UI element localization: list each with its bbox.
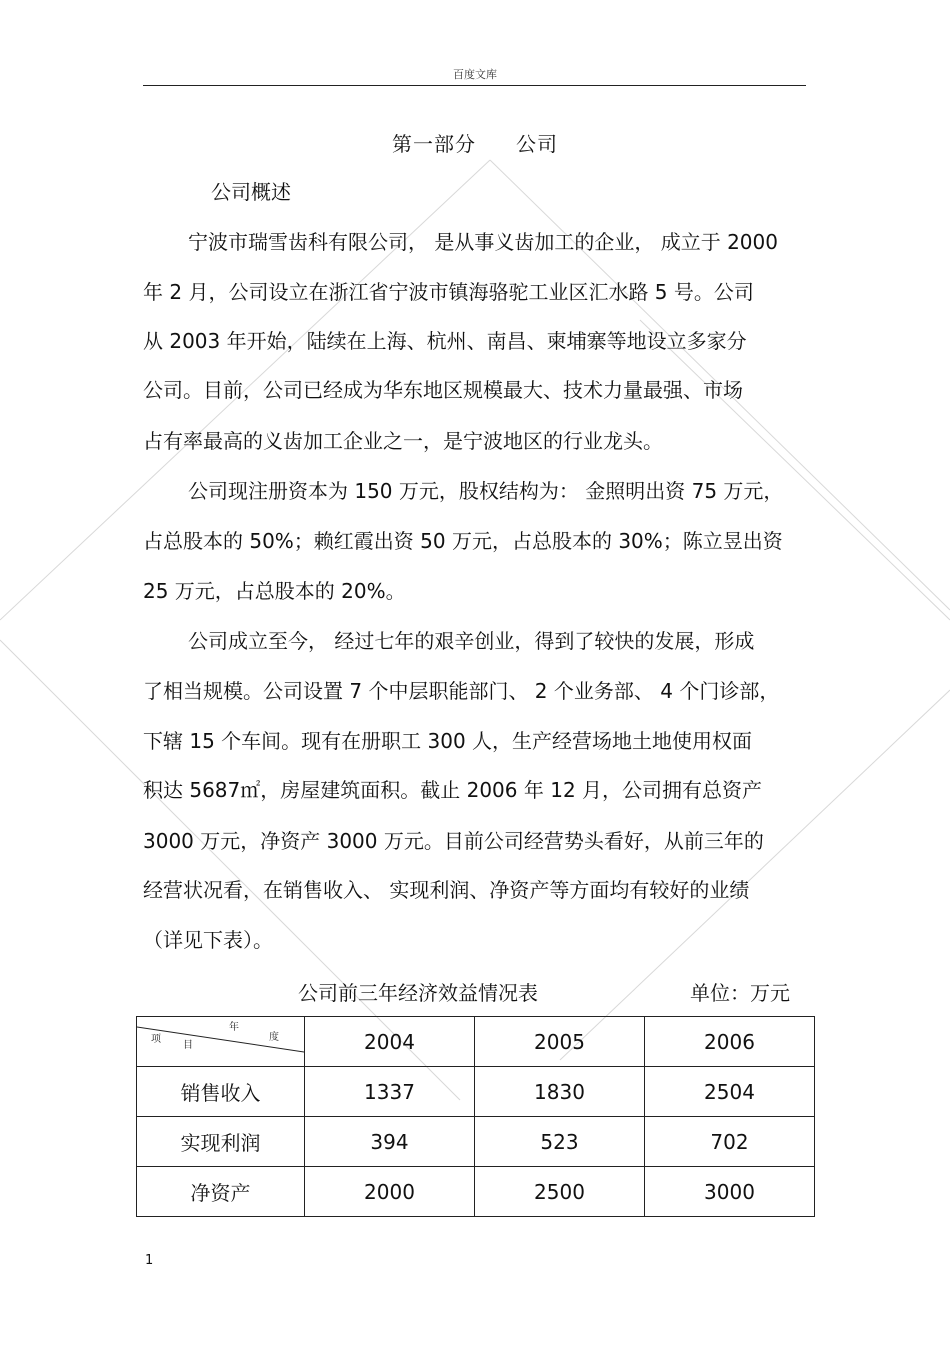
paragraph-line: 了相当规模。公司设置 7 个中层职能部门、 2 个业务部、 4 个门诊部， [143,679,780,703]
table-cell: 702 [645,1117,815,1167]
paragraph-line: 经营状况看，在销售收入、 实现利润、净资产等方面均有较好的业绩 [143,878,750,902]
table-cell: 3000 [645,1167,815,1217]
table-row [137,1067,815,1117]
header-divider [143,85,806,86]
table-cell: 1830 [475,1067,645,1117]
economic-benefits-table [136,1016,815,1217]
corner-label: 目 [183,1040,193,1051]
paragraph-line: 积达 5687㎡，房屋建筑面积。截止 2006 年 12 月，公司拥有总资产 [143,778,763,802]
row-label: 净资产 [137,1167,305,1217]
document-header-title: 百度文库 [453,68,497,81]
corner-label: 年 [229,1022,239,1033]
year-header: 2005 [475,1017,645,1067]
table-cell: 394 [305,1117,475,1167]
year-header: 2006 [645,1017,815,1067]
row-label: 销售收入 [137,1067,305,1117]
table-header-row [137,1017,815,1067]
corner-label: 项 [151,1034,161,1045]
table-cell: 2000 [305,1167,475,1217]
section-part: 第一部分 [392,132,476,156]
year-header: 2004 [305,1017,475,1067]
paragraph-line: 公司现注册资本为 150 万元，股权结构为： 金照明出资 75 万元， [188,479,784,503]
table-cell: 523 [475,1117,645,1167]
paragraph-line: 占总股本的 50%；赖红霞出资 50 万元，占总股本的 30%；陈立昱出资 [143,529,783,553]
table-cell: 2500 [475,1167,645,1217]
corner-label: 度 [269,1032,279,1043]
table-caption: 公司前三年经济效益情况表 [298,981,538,1005]
paragraph-line: 公司。目前，公司已经成为华东地区规模最大、技术力量最强、市场 [143,378,743,402]
paragraph-line: 宁波市瑞雪齿科有限公司， 是从事义齿加工的企业， 成立于 2000 [188,230,778,254]
paragraph-line: 3000 万元，净资产 3000 万元。目前公司经营势头看好，从前三年的 [143,829,764,853]
paragraph-line: （详见下表）。 [143,928,273,952]
paragraph-line: 公司成立至今， 经过七年的艰辛创业，得到了较快的发展，形成 [188,629,755,653]
table-row [137,1117,815,1167]
paragraph-line: 下辖 15 个车间。现有在册职工 300 人，生产经营场地土地使用权面 [143,729,753,753]
paragraph-line: 年 2 月，公司设立在浙江省宁波市镇海骆驼工业区汇水路 5 号。公司 [143,280,754,304]
section-title [0,128,950,157]
section-name: 公司 [516,132,558,156]
row-label: 实现利润 [137,1117,305,1167]
table-corner-cell [137,1017,305,1067]
table-cell: 1337 [305,1067,475,1117]
table-cell: 2504 [645,1067,815,1117]
paragraph-line: 从 2003 年开始，陆续在上海、杭州、南昌、柬埔寨等地设立多家分 [143,329,747,353]
table-row [137,1167,815,1217]
paragraph-line: 占有率最高的义齿加工企业之一，是宁波地区的行业龙头。 [143,429,663,453]
paragraph-line: 25 万元，占总股本的 20%。 [143,579,406,603]
subsection-heading: 公司概述 [211,180,291,204]
page-number: 1 [145,1253,154,1268]
table-unit: 单位：万元 [690,981,790,1005]
